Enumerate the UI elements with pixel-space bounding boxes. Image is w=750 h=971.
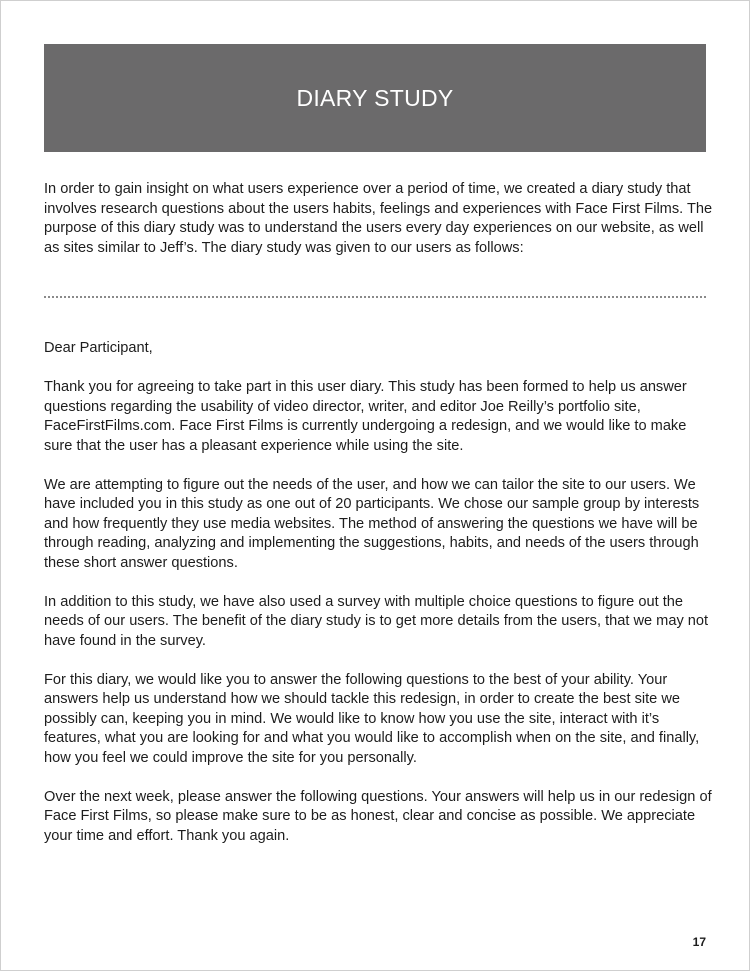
page-number: 17 <box>692 935 706 949</box>
page-title: DIARY STUDY <box>296 84 454 111</box>
letter-paragraph: We are attempting to figure out the needs of the user, and how we can tailor the site to our users. We have included you in this study as one out of 20 participants. We chose our sample group by interests and how frequently they use media websites. The method of answering the questions we have will be through reading, analyzing and implementing the suggestions, habits, and needs of the users through these short answer questions. <box>44 476 700 571</box>
letter-paragraph: For this diary, we would like you to answer the following questions to the best of your ability. Your answers help us understand how we should tackle this redesign, in order to create the best site we possibly can, keeping you in mind. We would like to know how you use the site, interact with it’s features, what you are looking for and what you would like to accomplish when on the site, and finally, how you feel we could improve the site for you personally. <box>44 671 700 766</box>
participant-letter <box>44 339 714 866</box>
letter-paragraph: In addition to this study, we have also used a survey with multiple choice questions to figure out the needs of our users. The benefit of the diary study is to get more details from the users, that we may not have found in the survey. <box>44 593 709 649</box>
intro-paragraph: In order to gain insight on what users experience over a period of time, we created a diary study that involves research questions about the users habits, feelings and experiences with Face First Films. The purpose of this diary study was to understand the users every day experiences on our website, as well as sites similar to Jeff’s. The diary study was given to our users as follows: <box>44 181 713 256</box>
title-banner <box>44 44 706 152</box>
letter-paragraph: Over the next week, please answer the following questions. Your answers will help us in our redesign of Face First Films, so please make sure to be as honest, clear and concise as possible. We appreciate your time and effort. Thank you again. <box>44 788 712 844</box>
letter-paragraph: Thank you for agreeing to take part in this user diary. This study has been formed to help us answer questions regarding the usability of video director, writer, and editor Joe Reilly’s portfolio site, FaceFirstFilms.com. Face First Films is currently undergoing a redesign, and we would like to make sure that the user has a pleasant experience while using the site. <box>44 379 687 454</box>
dotted-divider <box>44 296 706 298</box>
letter-salutation: Dear Participant, <box>44 340 153 356</box>
